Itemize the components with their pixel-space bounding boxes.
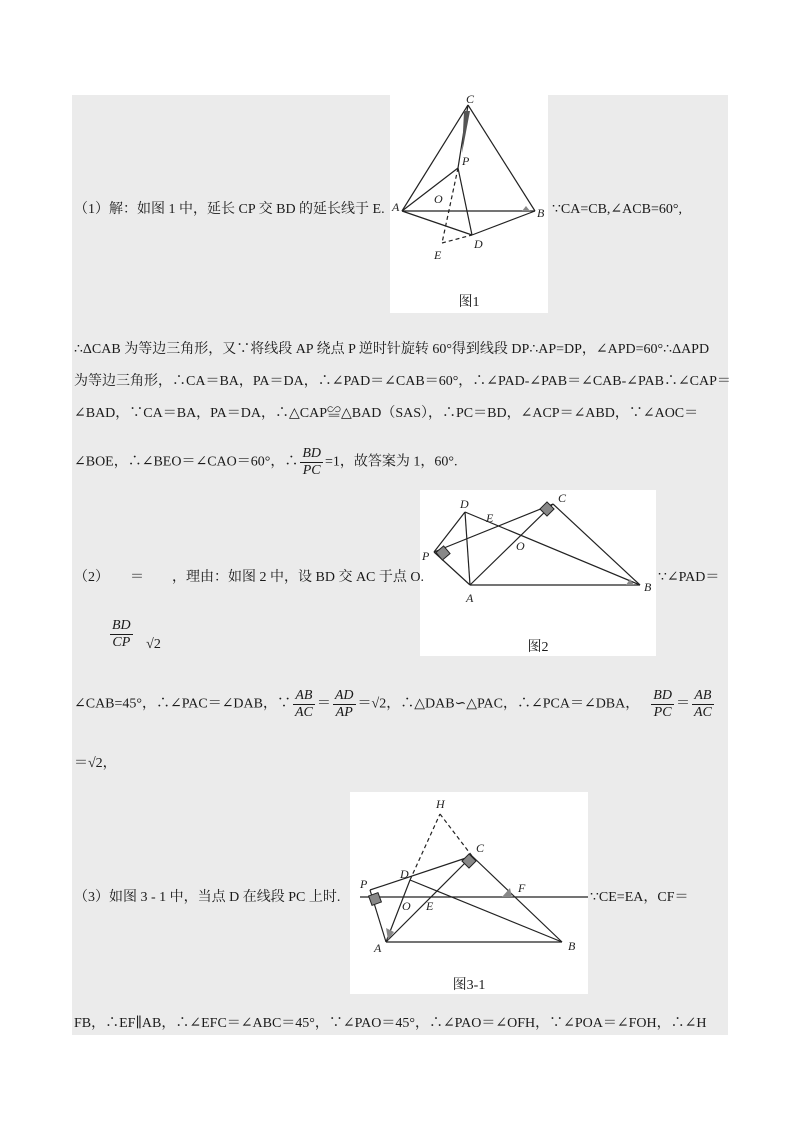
fraction-bd-cp bbox=[110, 618, 133, 651]
part1-line-4-b: =1，故答案为 1，60°. bbox=[325, 454, 458, 470]
fig1-label-b: B bbox=[537, 206, 545, 220]
part1-line-1: ∴ΔCAB 为等边三角形，又∵将线段 AP 绕点 P 逆时针旋转 60°得到线段 DP∴AP=DP，∠APD=60°∴ΔAPD bbox=[74, 342, 710, 357]
fig2-label-b: B bbox=[644, 580, 652, 594]
sqrt-two: √2 bbox=[146, 636, 161, 652]
frac-den: AC bbox=[693, 705, 712, 720]
figure-1-drawing bbox=[390, 93, 548, 313]
fig2-label-a: A bbox=[466, 591, 474, 605]
part2-line-1-a: ∠CAB=45°，∴∠PAC＝∠DAB，∵ bbox=[74, 696, 291, 712]
fig3-label-b: B bbox=[568, 939, 576, 953]
frac-num: AD bbox=[334, 688, 354, 703]
figure-2-drawing bbox=[420, 490, 656, 620]
figure-2 bbox=[420, 490, 656, 656]
fig1-label-p: P bbox=[462, 154, 470, 168]
fraction-bd-pc bbox=[300, 446, 323, 479]
fraction-ab-ac-2 bbox=[692, 688, 714, 721]
frac-den: PC bbox=[302, 463, 321, 478]
part1-line-4-a: ∠BOE，∴∠BEO＝∠CAO＝60°，∴ bbox=[74, 454, 299, 470]
fig2-label-p: P bbox=[422, 549, 430, 563]
part1-line-2: 为等边三角形，∴CA＝BA，PA＝DA，∴∠PAD＝∠CAB＝60°，∴∠PAD-∠PAB＝∠CAB-∠PAB∴∠CAP＝ bbox=[74, 374, 731, 389]
part2-line-1-b: ＝ bbox=[316, 696, 331, 712]
fig3-label-c: C bbox=[476, 841, 485, 855]
part2-condition: ∵∠PAD＝ bbox=[658, 570, 720, 585]
frac-num: AB bbox=[293, 688, 315, 705]
part2-line-2: ＝√2， bbox=[74, 756, 117, 771]
fig1-label-c: C bbox=[466, 93, 475, 106]
frac-den: CP bbox=[112, 635, 131, 650]
figure-1-caption: 图1 bbox=[458, 295, 480, 310]
fraction-ab-ac bbox=[293, 688, 315, 721]
fig3-label-o: O bbox=[402, 899, 411, 913]
fig2-label-o: O bbox=[516, 539, 525, 553]
part1-line-4 bbox=[74, 446, 458, 479]
frac-num: BD bbox=[112, 618, 131, 633]
part1-line-3: ∠BAD，∵CA＝BA，PA＝DA，∴△CAP≌△BAD（SAS），∴PC＝BD，∠ACP＝∠ABD，∵∠AOC＝ bbox=[74, 406, 699, 421]
frac-num: BD bbox=[653, 688, 672, 703]
figure-3-1 bbox=[350, 792, 588, 994]
figure-3-1-caption: 图3-1 bbox=[452, 978, 486, 993]
frac-num: AB bbox=[692, 688, 714, 705]
part2-line-1: ∠CAB=45°，∴∠PAC＝∠DAB，∵ $\frac{AB}{AC}$ ＝ $\frac{AD}{AP}$ ＝√2，∴△DAB∽△PAC，∴∠PCA＝∠DBA， $\frac{BD}{PC}$ ＝ $\frac{AB}{AC}$ bbox=[74, 688, 712, 720]
frac-den: PC bbox=[653, 705, 672, 720]
part1-intro: （1）解：如图 1 中，延长 CP 交 BD 的延长线于 E. bbox=[74, 202, 385, 217]
fig3-label-h: H bbox=[436, 797, 445, 811]
frac-den: AC bbox=[294, 705, 313, 720]
fig3-label-d: D bbox=[400, 867, 409, 881]
part3-intro: （3）如图 3 - 1 中，当点 D 在线段 PC 上时. bbox=[74, 890, 341, 905]
fig1-label-o: O bbox=[434, 192, 443, 206]
part1-condition: ∵CA=CB,∠ACB=60°, bbox=[552, 202, 682, 217]
part2-line-1-c: ＝√2，∴△DAB∽△PAC，∴∠PCA＝∠DBA， bbox=[357, 696, 640, 712]
fig1-label-e: E bbox=[434, 248, 442, 262]
fig1-label-a: A bbox=[392, 200, 400, 214]
fig2-label-d: D bbox=[460, 497, 469, 511]
fig2-label-c: C bbox=[558, 491, 567, 505]
fig3-label-p: P bbox=[360, 877, 368, 891]
part3-condition: ∵CE=EA，CF＝ bbox=[590, 890, 689, 905]
figure-2-caption: 图2 bbox=[527, 640, 549, 655]
fig2-label-e: E bbox=[486, 511, 494, 525]
fig3-label-a: A bbox=[374, 941, 382, 955]
fraction-ad-ap bbox=[333, 688, 356, 721]
part2-intro: （2） ＝ ，理由：如图 2 中，设 BD 交 AC 于点 O. bbox=[74, 570, 425, 585]
figure-1 bbox=[390, 93, 548, 313]
fig3-label-f: F bbox=[518, 881, 526, 895]
frac-num: BD bbox=[302, 446, 322, 461]
fraction-bd-pc-2 bbox=[651, 688, 674, 721]
part2-answer bbox=[108, 618, 161, 655]
fig3-label-e: E bbox=[426, 899, 434, 913]
figure-3-1-drawing bbox=[350, 792, 588, 967]
fig1-label-d: D bbox=[474, 237, 483, 251]
frac-den: AP bbox=[335, 705, 353, 720]
part3-line-1: FB，∴EF∥AB，∴∠EFC＝∠ABC＝45°，∵∠PAO＝45°，∴∠PAO＝∠OFH，∵∠POA＝∠FOH，∴∠H bbox=[74, 1016, 707, 1031]
